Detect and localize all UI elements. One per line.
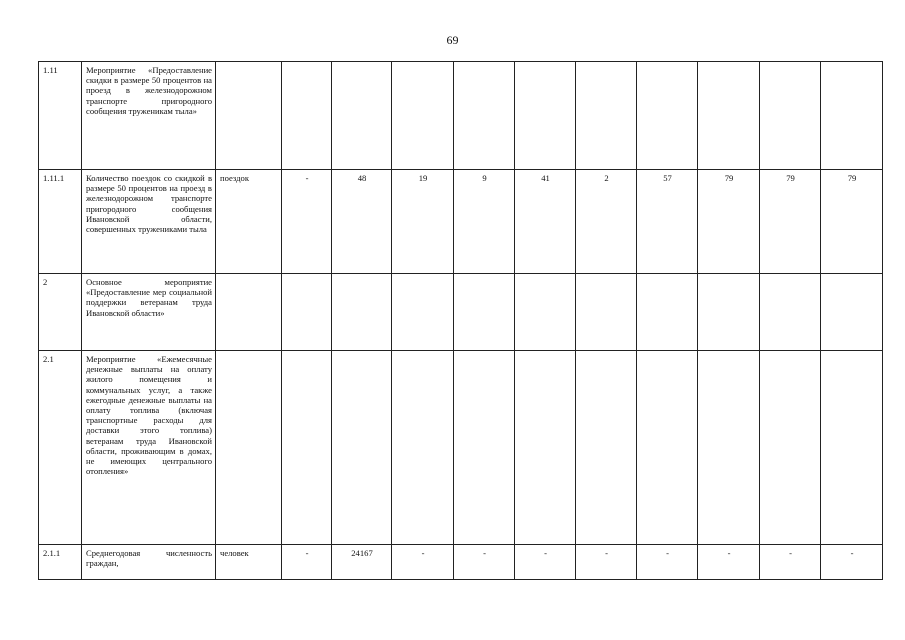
row-value: - xyxy=(282,170,332,274)
row-name: Мероприятие «Предоставление скидки в размере 50 процентов на проезд в железнодорожном транспорте пригородного сообщения труженикам тыла» xyxy=(82,62,216,170)
row-value xyxy=(637,274,698,351)
row-value xyxy=(760,351,821,545)
row-unit: поездок xyxy=(216,170,282,274)
row-value xyxy=(821,274,883,351)
row-value xyxy=(576,274,637,351)
row-value xyxy=(515,351,576,545)
row-value: - xyxy=(282,545,332,580)
row-name: Количество поездок со скидкой в размере 50 процентов на проезд в железнодорожном транспорте пригородного сообщения Ивановской области, совершенных тружениками тыла xyxy=(82,170,216,274)
table-row xyxy=(39,274,883,351)
row-value xyxy=(637,351,698,545)
table-row xyxy=(39,351,883,545)
row-value: 2 xyxy=(576,170,637,274)
row-value xyxy=(576,62,637,170)
row-value: 57 xyxy=(637,170,698,274)
row-value xyxy=(332,62,392,170)
row-code: 2.1.1 xyxy=(39,545,82,580)
row-value xyxy=(454,274,515,351)
row-value xyxy=(282,351,332,545)
table-row xyxy=(39,62,883,170)
row-value: 79 xyxy=(821,170,883,274)
row-value xyxy=(332,351,392,545)
row-value: 79 xyxy=(698,170,760,274)
row-value: 79 xyxy=(760,170,821,274)
row-value xyxy=(392,274,454,351)
row-value xyxy=(332,274,392,351)
row-value: 41 xyxy=(515,170,576,274)
table-body xyxy=(39,62,883,580)
row-value xyxy=(282,62,332,170)
row-value: 48 xyxy=(332,170,392,274)
row-value xyxy=(454,62,515,170)
row-unit xyxy=(216,274,282,351)
row-value xyxy=(515,62,576,170)
row-code: 2 xyxy=(39,274,82,351)
row-value: - xyxy=(760,545,821,580)
row-unit: человек xyxy=(216,545,282,580)
page-number: 69 xyxy=(446,33,459,47)
row-value xyxy=(282,274,332,351)
row-value xyxy=(515,274,576,351)
row-name: Основное мероприятие «Предоставление мер социальной поддержки ветеранам труда Ивановской области» xyxy=(82,274,216,351)
row-value xyxy=(760,62,821,170)
row-value xyxy=(698,274,760,351)
row-value: 24167 xyxy=(332,545,392,580)
row-value xyxy=(576,351,637,545)
row-value: - xyxy=(392,545,454,580)
row-value xyxy=(821,351,883,545)
row-value xyxy=(637,62,698,170)
row-value xyxy=(392,351,454,545)
row-value: - xyxy=(637,545,698,580)
row-code: 1.11.1 xyxy=(39,170,82,274)
row-value: - xyxy=(515,545,576,580)
row-unit xyxy=(216,62,282,170)
row-value: - xyxy=(576,545,637,580)
row-value xyxy=(698,351,760,545)
row-name: Мероприятие «Ежемесячные денежные выплаты на оплату жилого помещения и коммунальных услуг, а также ежегодные денежные выплаты на оплату топлива (включая транспортные расходы для доставки этого топлива) ветеранам труда Ивановской области, проживающим в домах, не имеющих центрального отопления» xyxy=(82,351,216,545)
table-row xyxy=(39,170,883,274)
table-row xyxy=(39,545,883,580)
row-value: - xyxy=(454,545,515,580)
indicators-table xyxy=(38,61,883,580)
row-value: - xyxy=(698,545,760,580)
row-code: 1.11 xyxy=(39,62,82,170)
row-value xyxy=(392,62,454,170)
row-value: 9 xyxy=(454,170,515,274)
row-unit xyxy=(216,351,282,545)
row-code: 2.1 xyxy=(39,351,82,545)
row-value: - xyxy=(821,545,883,580)
row-value xyxy=(454,351,515,545)
row-name: Среднегодовая численность граждан, xyxy=(82,545,216,580)
row-value xyxy=(821,62,883,170)
row-value xyxy=(760,274,821,351)
row-value xyxy=(698,62,760,170)
row-value: 19 xyxy=(392,170,454,274)
